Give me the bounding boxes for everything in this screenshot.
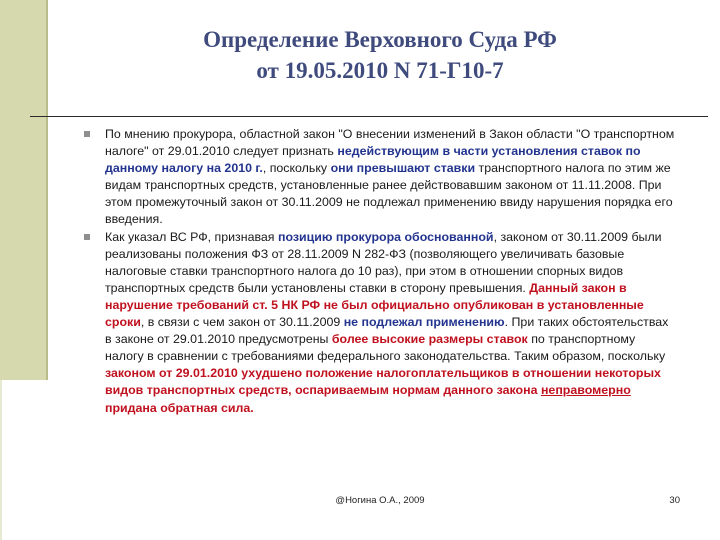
left-decorative-band [0, 0, 46, 380]
emphasis-red: более высокие размеры ставок [331, 332, 528, 347]
emphasis-red: придана обратная сила. [105, 400, 254, 415]
title-line-2: от 19.05.2010 N 71-Г10-7 [256, 58, 504, 83]
footer-author: @Ногина О.А., 2009 [335, 495, 425, 506]
emphasis-red: Данный закон в нарушение требований ст. 5 НК РФ не был официально опубликован в установленные сроки [105, 280, 644, 330]
title-line-1: Определение Верховного Суда РФ [203, 27, 557, 52]
bullet-item-2 [82, 229, 677, 417]
text-segment: транспортного налога по этим же видам транспортных средств, установленные ранее действовавшим законом от 11.11.2008. При этом промежуточный закон от 30.11.2009 не подлежал применению ввиду нарушения порядка его введения. [105, 161, 673, 227]
text-segment: , законом от 30.11.2009 были реализованы положения ФЗ от 28.11.2009 N 282-ФЗ (позволяющего увеличивать базовые налоговые ставки транспортного налога до 10 раз), при этом в отношении спорных видов транспортных средств были установлены ставки в сторону превышения. [105, 229, 662, 295]
square-bullet-icon [84, 234, 90, 240]
item-1-text [105, 127, 674, 226]
square-bullet-icon [84, 131, 90, 137]
band-edge-line [46, 0, 48, 380]
text-segment: По мнению прокурора, областной закон "О внесении изменений в Закон области "О транспортном налоге" от 29.01.2010 следует признать [105, 127, 675, 159]
bullet-item-1 [82, 126, 677, 229]
emphasis-blue: они превышают ставки [330, 161, 476, 176]
title-divider [30, 116, 708, 117]
text-segment: Как указал ВС РФ, признавая [105, 229, 278, 244]
slide-title [60, 24, 700, 86]
emphasis-blue: недействующим в части установления ставок по данному налогу на 2010 г. [105, 144, 641, 176]
left-decorative-band-lower [0, 380, 2, 540]
text-segment: по транспортному налогу в сравнении с требованиями федерального законодательства. Таким образом, поскольку [105, 332, 666, 364]
page-number: 30 [669, 495, 680, 506]
emphasis-blue: не подлежал применению [343, 315, 505, 330]
slide-content [82, 126, 677, 417]
emphasis-red: законом от 29.01.2010 ухудшено положение налогоплательщиков в отношении некоторых видов транспортных средств, оспариваемым нормам данного закона [105, 366, 661, 398]
text-segment: , поскольку [262, 161, 331, 176]
item-2-text [105, 230, 668, 415]
text-segment: . При таких обстоятельствах в законе от 29.01.2010 предусмотрены [105, 315, 669, 347]
emphasis-blue: позицию прокурора обоснованной [277, 229, 494, 244]
emphasis-red-underlined: неправомерно [540, 383, 631, 398]
text-segment: , в связи с чем закон от 30.11.2009 [140, 315, 344, 330]
